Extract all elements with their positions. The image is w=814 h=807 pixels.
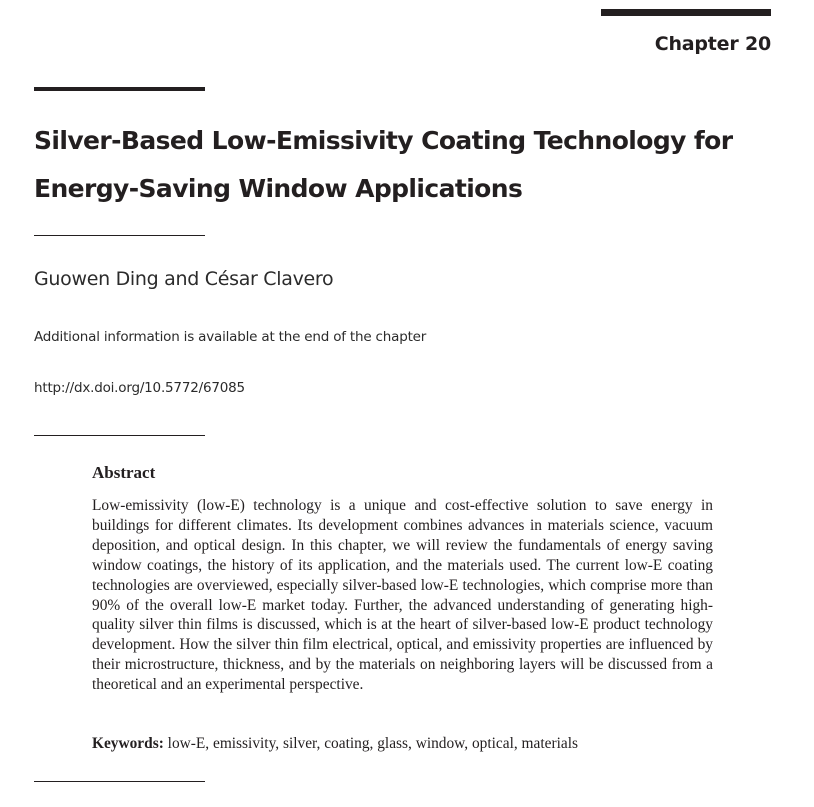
keywords [92,735,578,753]
divider-after-keywords [34,781,205,782]
divider-after-doi [34,435,205,436]
additional-info-note: Additional information is available at the end of the chapter [34,329,427,345]
divider-after-title [34,235,205,236]
title-rule [34,87,205,91]
chapter-label: Chapter 20 [654,33,771,55]
abstract-text: Low-emissivity (low-E) technology is a unique and cost-effective solution to save energy in buildings for different climates. Its development combines advances in materials science, vacuum deposition, and optical design. In this chapter, we will review the fundamentals of energy saving window coatings, the history of its application, and the materials used. The current low-E coating technologies are overviewed, especially silver-based low-E technologies, which comprise more than 90% of the overall low-E market today. Further, the advanced understanding of generating high-quality silver thin films is discussed, which is at the heart of silver-based low-E product technology development. How the silver thin film electrical, optical, and emissivity properties are influenced by their microstructure, thickness, and by the materials on neighboring layers will be discussed from a theoretical and an experimental perspective. [92,497,713,694]
chapter-title [34,117,774,213]
doi-link[interactable]: http://dx.doi.org/10.5772/67085 [34,380,245,396]
authors: Guowen Ding and César Clavero [34,268,334,290]
chapter-title-line-1: Silver-Based Low-Emissivity Coating Technology for [34,126,733,155]
keywords-value: low-E, emissivity, silver, coating, glass, window, optical, materials [163,735,578,752]
chapter-title-line-2: Energy-Saving Window Applications [34,174,523,203]
header-rule [601,9,771,16]
abstract-heading: Abstract [92,463,156,482]
keywords-label: Keywords: [92,735,164,752]
